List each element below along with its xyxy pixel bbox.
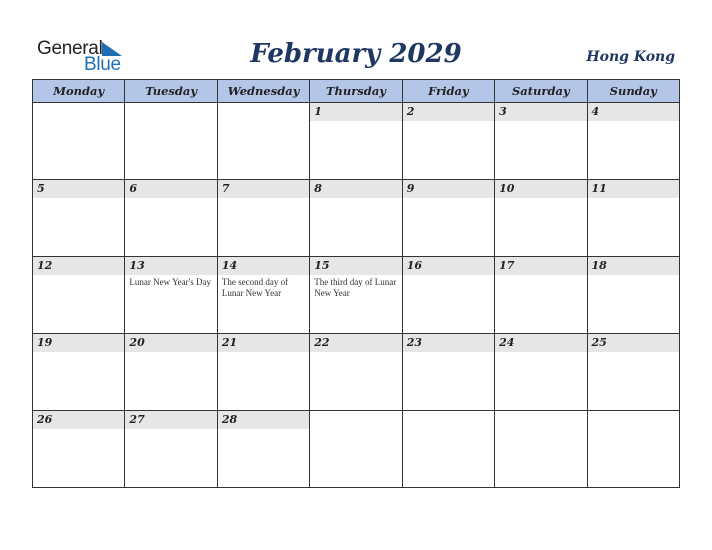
day-number: 18: [591, 259, 607, 272]
day-number-bar: [218, 180, 309, 198]
day-cell: [125, 180, 217, 257]
day-cell: [310, 257, 402, 334]
weekday-friday: Friday: [402, 80, 494, 103]
day-number: 7: [221, 182, 230, 195]
day-cell: [587, 180, 679, 257]
day-number: 5: [37, 182, 45, 195]
day-number: 27: [129, 413, 145, 426]
day-cell: [33, 334, 125, 411]
day-number: 22: [314, 336, 330, 349]
day-cell: [587, 103, 679, 180]
weekday-wednesday: Wednesday: [217, 80, 309, 103]
day-number: 24: [499, 336, 515, 349]
day-number: 14: [221, 259, 238, 272]
day-cell: [217, 180, 309, 257]
day-number: 28: [221, 413, 238, 426]
logo-text-general: General: [37, 38, 103, 59]
day-number: 19: [37, 336, 53, 349]
week-row: [33, 180, 680, 257]
empty-day-cell: [33, 103, 125, 180]
day-cell: [125, 257, 217, 334]
calendar-title: February 2029: [250, 39, 462, 69]
day-number-bar: [403, 180, 494, 198]
day-cell: [310, 103, 402, 180]
day-number: 26: [37, 413, 53, 426]
empty-day-cell: [125, 103, 217, 180]
calendar-body: [33, 103, 680, 488]
day-number: 3: [499, 105, 507, 118]
day-number-bar: [588, 103, 679, 121]
week-row: [33, 257, 680, 334]
day-cell: [402, 257, 494, 334]
day-cell: [125, 334, 217, 411]
day-number: 8: [314, 182, 322, 195]
week-row: [33, 334, 680, 411]
day-cell: [587, 334, 679, 411]
empty-day-cell: [310, 411, 402, 488]
day-number: 15: [314, 259, 330, 272]
day-cell: [217, 257, 309, 334]
holiday-label: Lunar New Year's Day: [129, 277, 212, 287]
day-cell: [495, 180, 587, 257]
day-cell: [125, 411, 217, 488]
day-cell: [495, 257, 587, 334]
day-number: 13: [129, 259, 145, 272]
day-cell: [310, 180, 402, 257]
calendar-grid: [32, 79, 680, 488]
day-number: 2: [406, 105, 415, 118]
day-number: 16: [406, 259, 422, 272]
day-cell: [33, 411, 125, 488]
day-cell: [33, 180, 125, 257]
empty-day-cell: [402, 411, 494, 488]
holiday-label: The third day of Lunar New Year: [314, 277, 397, 298]
empty-day-cell: [587, 411, 679, 488]
day-number-bar: [310, 180, 401, 198]
day-number: 25: [591, 336, 607, 349]
weekday-thursday: Thursday: [310, 80, 402, 103]
day-cell: [402, 180, 494, 257]
day-cell: [217, 411, 309, 488]
week-row: [33, 411, 680, 488]
day-cell: [402, 334, 494, 411]
empty-day-cell: [217, 103, 309, 180]
day-number-bar: [310, 103, 401, 121]
weekday-monday: Monday: [33, 80, 125, 103]
day-number: 11: [591, 182, 607, 195]
day-number-bar: [403, 103, 494, 121]
day-number: 21: [221, 336, 238, 349]
day-number: 1: [314, 105, 322, 118]
region-label: Hong Kong: [586, 49, 675, 65]
day-cell: [495, 103, 587, 180]
day-number: 10: [499, 182, 515, 195]
holiday-label: The second day of Lunar New Year: [221, 277, 289, 298]
day-number: 9: [406, 182, 415, 195]
day-cell: [310, 334, 402, 411]
logo-text-blue: Blue: [84, 54, 121, 75]
day-number: 6: [129, 182, 138, 195]
empty-day-cell: [495, 411, 587, 488]
day-number: 12: [37, 259, 53, 272]
weekday-header-row: [33, 80, 680, 103]
day-number-bar: [33, 180, 124, 198]
weekday-saturday: Saturday: [495, 80, 587, 103]
day-number-bar: [125, 180, 216, 198]
day-cell: [402, 103, 494, 180]
day-number: 20: [129, 336, 145, 349]
week-row: [33, 103, 680, 180]
day-number: 23: [406, 336, 422, 349]
day-cell: [33, 257, 125, 334]
day-number-bar: [495, 103, 586, 121]
day-number: 4: [591, 105, 600, 118]
day-cell: [495, 334, 587, 411]
weekday-sunday: Sunday: [587, 80, 679, 103]
day-cell: [217, 334, 309, 411]
day-number: 17: [499, 259, 515, 272]
weekday-tuesday: Tuesday: [125, 80, 217, 103]
day-cell: [587, 257, 679, 334]
